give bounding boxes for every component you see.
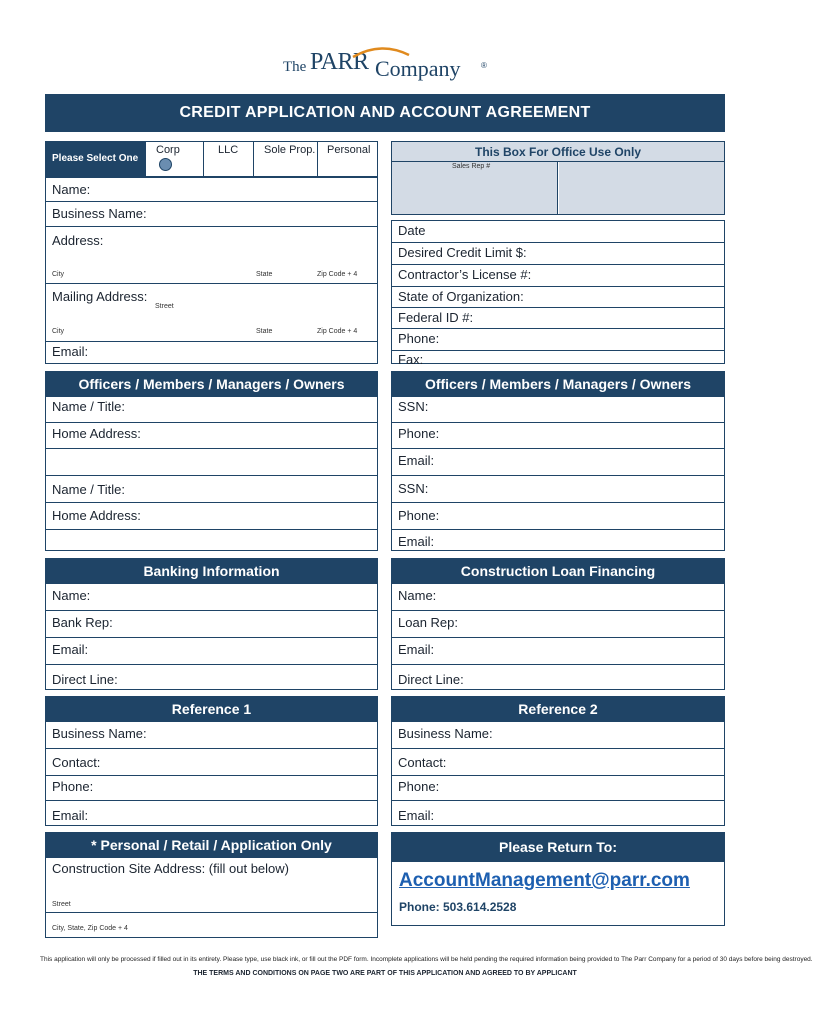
officer2-email-field[interactable]	[392, 530, 724, 554]
state-of-organization-field[interactable]	[392, 287, 724, 308]
address-label: Address:	[52, 233, 104, 248]
officer2-name-title-label: Name / Title:	[52, 482, 125, 497]
loan-rep-field[interactable]	[392, 611, 724, 638]
return-phone: Phone: 503.614.2528	[399, 900, 517, 914]
bank-rep-field[interactable]	[46, 611, 377, 638]
state-of-organization-label: State of Organization:	[398, 289, 524, 304]
logo-company: Company	[375, 56, 461, 81]
loan-direct-line-field[interactable]	[392, 665, 724, 691]
ref2-email-label: Email:	[398, 808, 435, 823]
officer1-name-title-field[interactable]	[46, 397, 377, 423]
entity-prompt	[46, 142, 146, 176]
applicant-email-label: Email:	[52, 344, 89, 359]
loan-name-label: Name:	[398, 588, 437, 603]
officers-left-header: Officers / Members / Managers / Owners	[45, 371, 378, 397]
personal-retail-header: * Personal / Retail / Application Only	[45, 832, 378, 858]
federal-id-field[interactable]	[392, 308, 724, 329]
zip-label: Zip Code + 4	[317, 271, 358, 278]
bank-name-label: Name:	[52, 588, 91, 603]
loan-box	[391, 584, 725, 690]
officer1-home-address-label: Home Address:	[52, 426, 141, 441]
ref1-contact-field[interactable]	[46, 749, 377, 776]
officer1-home-address-field[interactable]	[46, 423, 377, 449]
ref1-email-label: Email:	[52, 808, 89, 823]
ref1-email-field[interactable]	[46, 801, 377, 827]
officer2-ssn-field[interactable]	[392, 476, 724, 503]
loan-name-field[interactable]	[392, 584, 724, 611]
return-to-header: Please Return To:	[391, 832, 725, 862]
officer2-phone-field[interactable]	[392, 503, 724, 530]
credit-limit-field[interactable]	[392, 243, 724, 265]
reference1-box	[45, 722, 378, 826]
ref2-business-name-field[interactable]	[392, 722, 724, 749]
personal-retail-box	[45, 858, 378, 938]
date-label: Date	[398, 223, 426, 238]
city-label: City	[52, 271, 65, 278]
ref1-business-name-field[interactable]	[46, 722, 377, 749]
bank-name-field[interactable]	[46, 584, 377, 611]
officer2-address-line2-field[interactable]	[46, 530, 377, 554]
footer-note: This application will only be processed if filled out in its entirety. Please type, use black ink, or fill out the PDF form. Incomplete applications will be held pending the required information being provided to The Parr Company for a period of 30 days before being destroyed.	[40, 956, 813, 963]
officers-right-box	[391, 397, 725, 551]
return-email-link[interactable]: AccountManagement@parr.com	[399, 870, 690, 891]
entity-type-group	[45, 141, 378, 177]
business-name-label: Business Name:	[52, 206, 147, 221]
ref1-phone-field[interactable]	[46, 776, 377, 801]
officer1-email-field[interactable]	[392, 449, 724, 476]
state-label: State	[256, 271, 273, 278]
officer2-ssn-label: SSN:	[398, 481, 429, 496]
entity-option-corp-label: Corp	[156, 144, 180, 156]
ref2-phone-field[interactable]	[392, 776, 724, 801]
logo-swoosh-icon	[351, 45, 411, 59]
company-logo	[283, 45, 493, 85]
officer1-phone-field[interactable]	[392, 423, 724, 449]
site-city-state-zip-label: City, State, Zip Code + 4	[52, 925, 128, 932]
officer2-email-label: Email:	[398, 534, 435, 549]
loan-direct-line-label: Direct Line:	[398, 672, 464, 687]
officer1-ssn-label: SSN:	[398, 399, 429, 414]
phone-label: Phone:	[398, 331, 440, 346]
site-city-state-zip-field[interactable]	[46, 913, 377, 936]
ref2-phone-label: Phone:	[398, 779, 440, 794]
applicant-info-box	[45, 177, 378, 364]
reference2-box	[391, 722, 725, 826]
fax-field[interactable]	[392, 351, 724, 369]
officer2-home-address-label: Home Address:	[52, 508, 141, 523]
reference1-header: Reference 1	[45, 696, 378, 722]
banking-box	[45, 584, 378, 690]
mailing-state-label: State	[256, 328, 273, 335]
logo-registered: ®	[481, 61, 487, 70]
officer1-phone-label: Phone:	[398, 426, 440, 441]
mailing-city-label: City	[52, 328, 65, 335]
officer1-ssn-field[interactable]	[392, 397, 724, 423]
officer1-address-line2-field[interactable]	[46, 449, 377, 476]
applicant-name-label: Name:	[52, 182, 91, 197]
officers-right-header: Officers / Members / Managers / Owners	[391, 371, 725, 397]
ref2-contact-label: Contact:	[398, 755, 447, 770]
officer1-name-title-label: Name / Title:	[52, 399, 125, 414]
federal-id-label: Federal ID #:	[398, 310, 474, 325]
entity-option-sole-prop-label: Sole Prop.	[264, 144, 316, 156]
officer2-home-address-field[interactable]	[46, 503, 377, 530]
credit-limit-label: Desired Credit Limit $:	[398, 245, 527, 260]
entity-option-llc[interactable]	[204, 142, 254, 176]
entity-option-personal-label: Personal	[327, 144, 371, 156]
return-to-box	[391, 862, 725, 926]
footer-terms: THE TERMS AND CONDITIONS ON PAGE TWO ARE PART OF THIS APPLICATION AND AGREED TO BY APPLICANT	[193, 970, 577, 977]
ref1-phone-label: Phone:	[52, 779, 94, 794]
mailing-street-label: Street	[155, 303, 174, 310]
entity-prompt-label: Please Select One	[52, 153, 139, 164]
bank-email-field[interactable]	[46, 638, 377, 665]
entity-option-sole-prop[interactable]	[254, 142, 318, 176]
bank-direct-line-label: Direct Line:	[52, 672, 118, 687]
contractor-license-label: Contractor’s License #:	[398, 267, 532, 282]
entity-option-llc-label: LLC	[218, 144, 239, 156]
ref1-contact-label: Contact:	[52, 755, 101, 770]
phone-field[interactable]	[392, 329, 724, 351]
corp-radio-selected-icon[interactable]	[159, 158, 172, 171]
business-details-box	[391, 220, 725, 367]
ref2-email-field[interactable]	[392, 801, 724, 827]
site-street-field[interactable]	[46, 858, 377, 913]
mailing-address-field[interactable]	[46, 284, 377, 342]
applicant-email-field[interactable]	[46, 342, 377, 363]
office-use-box	[391, 141, 725, 215]
fax-label: Fax:	[398, 352, 424, 367]
officer1-email-label: Email:	[398, 453, 435, 468]
ref1-business-name-label: Business Name:	[52, 726, 147, 741]
sales-rep-field[interactable]	[392, 162, 558, 214]
loan-rep-label: Loan Rep:	[398, 615, 458, 630]
reference2-header: Reference 2	[391, 696, 725, 722]
entity-option-personal[interactable]	[318, 142, 377, 176]
office-use-field-2[interactable]	[559, 162, 724, 214]
officers-left-box	[45, 397, 378, 551]
applicant-name-field[interactable]	[46, 178, 377, 202]
page-title: CREDIT APPLICATION AND ACCOUNT AGREEMENT	[45, 94, 725, 132]
ref2-contact-field[interactable]	[392, 749, 724, 776]
logo-the: The	[283, 59, 307, 75]
logo-parr: PARR	[310, 49, 369, 75]
bank-email-label: Email:	[52, 642, 89, 657]
loan-email-label: Email:	[398, 642, 435, 657]
date-field[interactable]	[392, 221, 724, 243]
ref2-business-name-label: Business Name:	[398, 726, 493, 741]
banking-header: Banking Information	[45, 558, 378, 584]
loan-email-field[interactable]	[392, 638, 724, 665]
officer2-phone-label: Phone:	[398, 508, 440, 523]
site-address-label: Construction Site Address: (fill out below)	[52, 861, 289, 876]
mailing-address-label: Mailing Address:	[52, 289, 148, 304]
officer2-name-title-field[interactable]	[46, 476, 377, 503]
bank-direct-line-field[interactable]	[46, 665, 377, 691]
sales-rep-label: Sales Rep #	[452, 163, 491, 170]
office-use-title: This Box For Office Use Only	[392, 142, 724, 162]
entity-option-corp[interactable]	[146, 142, 204, 176]
loan-header: Construction Loan Financing	[391, 558, 725, 584]
address-field[interactable]	[46, 226, 377, 284]
contractor-license-field[interactable]	[392, 265, 724, 287]
mailing-zip-label: Zip Code + 4	[317, 328, 358, 335]
business-name-field[interactable]	[46, 202, 377, 226]
site-street-label: Street	[52, 901, 71, 908]
bank-rep-label: Bank Rep:	[52, 615, 113, 630]
